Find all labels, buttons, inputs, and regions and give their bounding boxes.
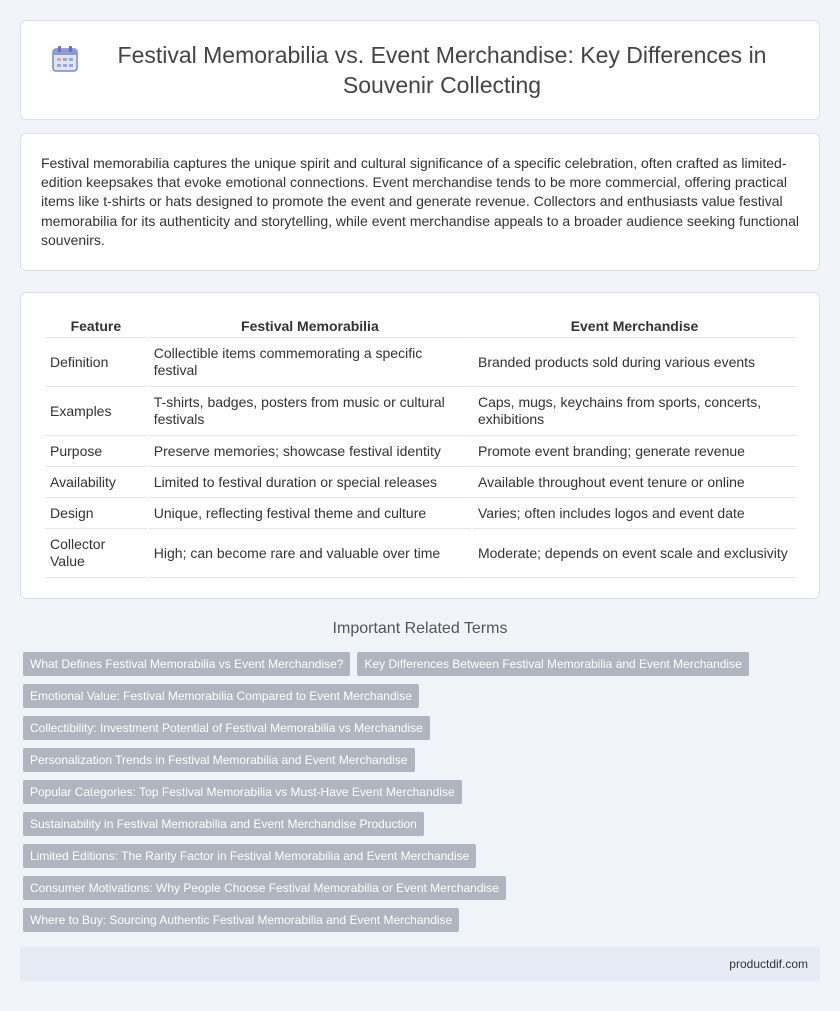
related-terms-heading: Important Related Terms xyxy=(332,620,508,637)
intro-card xyxy=(20,133,820,271)
row-feature: Availability xyxy=(45,467,147,498)
tag-row xyxy=(23,908,823,933)
row-feature: Definition xyxy=(45,338,147,387)
column-header-event-merchandise: Event Merchandise xyxy=(473,314,796,338)
tag-row xyxy=(23,652,823,677)
page-title: Festival Memorabilia vs. Event Merchandise: Key Differences in Souvenir Collecting xyxy=(117,42,767,98)
table-row xyxy=(45,498,796,529)
footer xyxy=(20,947,820,981)
related-term-tag[interactable]: Personalization Trends in Festival Memorabilia and Event Merchandise xyxy=(23,748,415,772)
row-event-merchandise: Caps, mugs, keychains from sports, concerts, exhibitions xyxy=(473,387,796,436)
tag-row xyxy=(23,876,823,901)
row-feature: Design xyxy=(45,498,147,529)
row-feature: Examples xyxy=(45,387,147,436)
row-festival-memorabilia: Preserve memories; showcase festival identity xyxy=(149,436,471,467)
tag-row xyxy=(23,812,823,837)
row-event-merchandise: Branded products sold during various events xyxy=(473,338,796,387)
table-row xyxy=(45,387,796,436)
row-festival-memorabilia: High; can become rare and valuable over time xyxy=(149,529,471,578)
intro-paragraph: Festival memorabilia captures the unique spirit and cultural significance of a specific celebration, often crafted as limited-edition keepsakes that evoke emotional connections. Event merchandise tends to be more commercial, offering practical items like t-shirts or hats designed to promote the event and generate revenue. Collectors and enthusiasts value festival memorabilia for its authenticity and storytelling, while event merchandise appeals to a broader audience seeking functional souvenirs. xyxy=(41,155,799,248)
title-wrap xyxy=(50,40,790,100)
comparison-card xyxy=(20,292,820,599)
row-event-merchandise: Moderate; depends on event scale and exclusivity xyxy=(473,529,796,578)
table-row xyxy=(45,529,796,578)
row-event-merchandise: Available throughout event tenure or online xyxy=(473,467,796,498)
tag-row xyxy=(23,716,823,741)
row-festival-memorabilia: Limited to festival duration or special releases xyxy=(149,467,471,498)
column-header-feature: Feature xyxy=(45,314,147,338)
related-term-tag[interactable]: What Defines Festival Memorabilia vs Event Merchandise? xyxy=(23,652,350,676)
comparison-table xyxy=(43,314,798,578)
row-event-merchandise: Varies; often includes logos and event date xyxy=(473,498,796,529)
row-event-merchandise: Promote event branding; generate revenue xyxy=(473,436,796,467)
related-terms-list xyxy=(23,652,823,940)
row-festival-memorabilia: Unique, reflecting festival theme and culture xyxy=(149,498,471,529)
tag-row xyxy=(23,684,823,709)
tag-row xyxy=(23,748,823,773)
table-header-row xyxy=(45,314,796,338)
related-term-tag[interactable]: Key Differences Between Festival Memorabilia and Event Merchandise xyxy=(357,652,748,676)
table-row xyxy=(45,338,796,387)
related-term-tag[interactable]: Collectibility: Investment Potential of Festival Memorabilia vs Merchandise xyxy=(23,716,430,740)
tag-row xyxy=(23,780,823,805)
row-festival-memorabilia: Collectible items commemorating a specific festival xyxy=(149,338,471,387)
title-card xyxy=(20,20,820,120)
related-term-tag[interactable]: Where to Buy: Sourcing Authentic Festival Memorabilia and Event Merchandise xyxy=(23,908,459,932)
related-term-tag[interactable]: Popular Categories: Top Festival Memorabilia vs Must-Have Event Merchandise xyxy=(23,780,462,804)
table-row xyxy=(45,436,796,467)
calendar-icon xyxy=(50,44,80,74)
table-row xyxy=(45,467,796,498)
tag-row xyxy=(23,844,823,869)
row-festival-memorabilia: T-shirts, badges, posters from music or cultural festivals xyxy=(149,387,471,436)
row-feature: Collector Value xyxy=(45,529,147,578)
related-term-tag[interactable]: Emotional Value: Festival Memorabilia Compared to Event Merchandise xyxy=(23,684,419,708)
related-term-tag[interactable]: Sustainability in Festival Memorabilia and Event Merchandise Production xyxy=(23,812,424,836)
related-term-tag[interactable]: Limited Editions: The Rarity Factor in Festival Memorabilia and Event Merchandise xyxy=(23,844,476,868)
footer-site-link[interactable]: productdif.com xyxy=(729,957,808,971)
related-term-tag[interactable]: Consumer Motivations: Why People Choose Festival Memorabilia or Event Merchandise xyxy=(23,876,506,900)
column-header-festival-memorabilia: Festival Memorabilia xyxy=(149,314,471,338)
row-feature: Purpose xyxy=(45,436,147,467)
